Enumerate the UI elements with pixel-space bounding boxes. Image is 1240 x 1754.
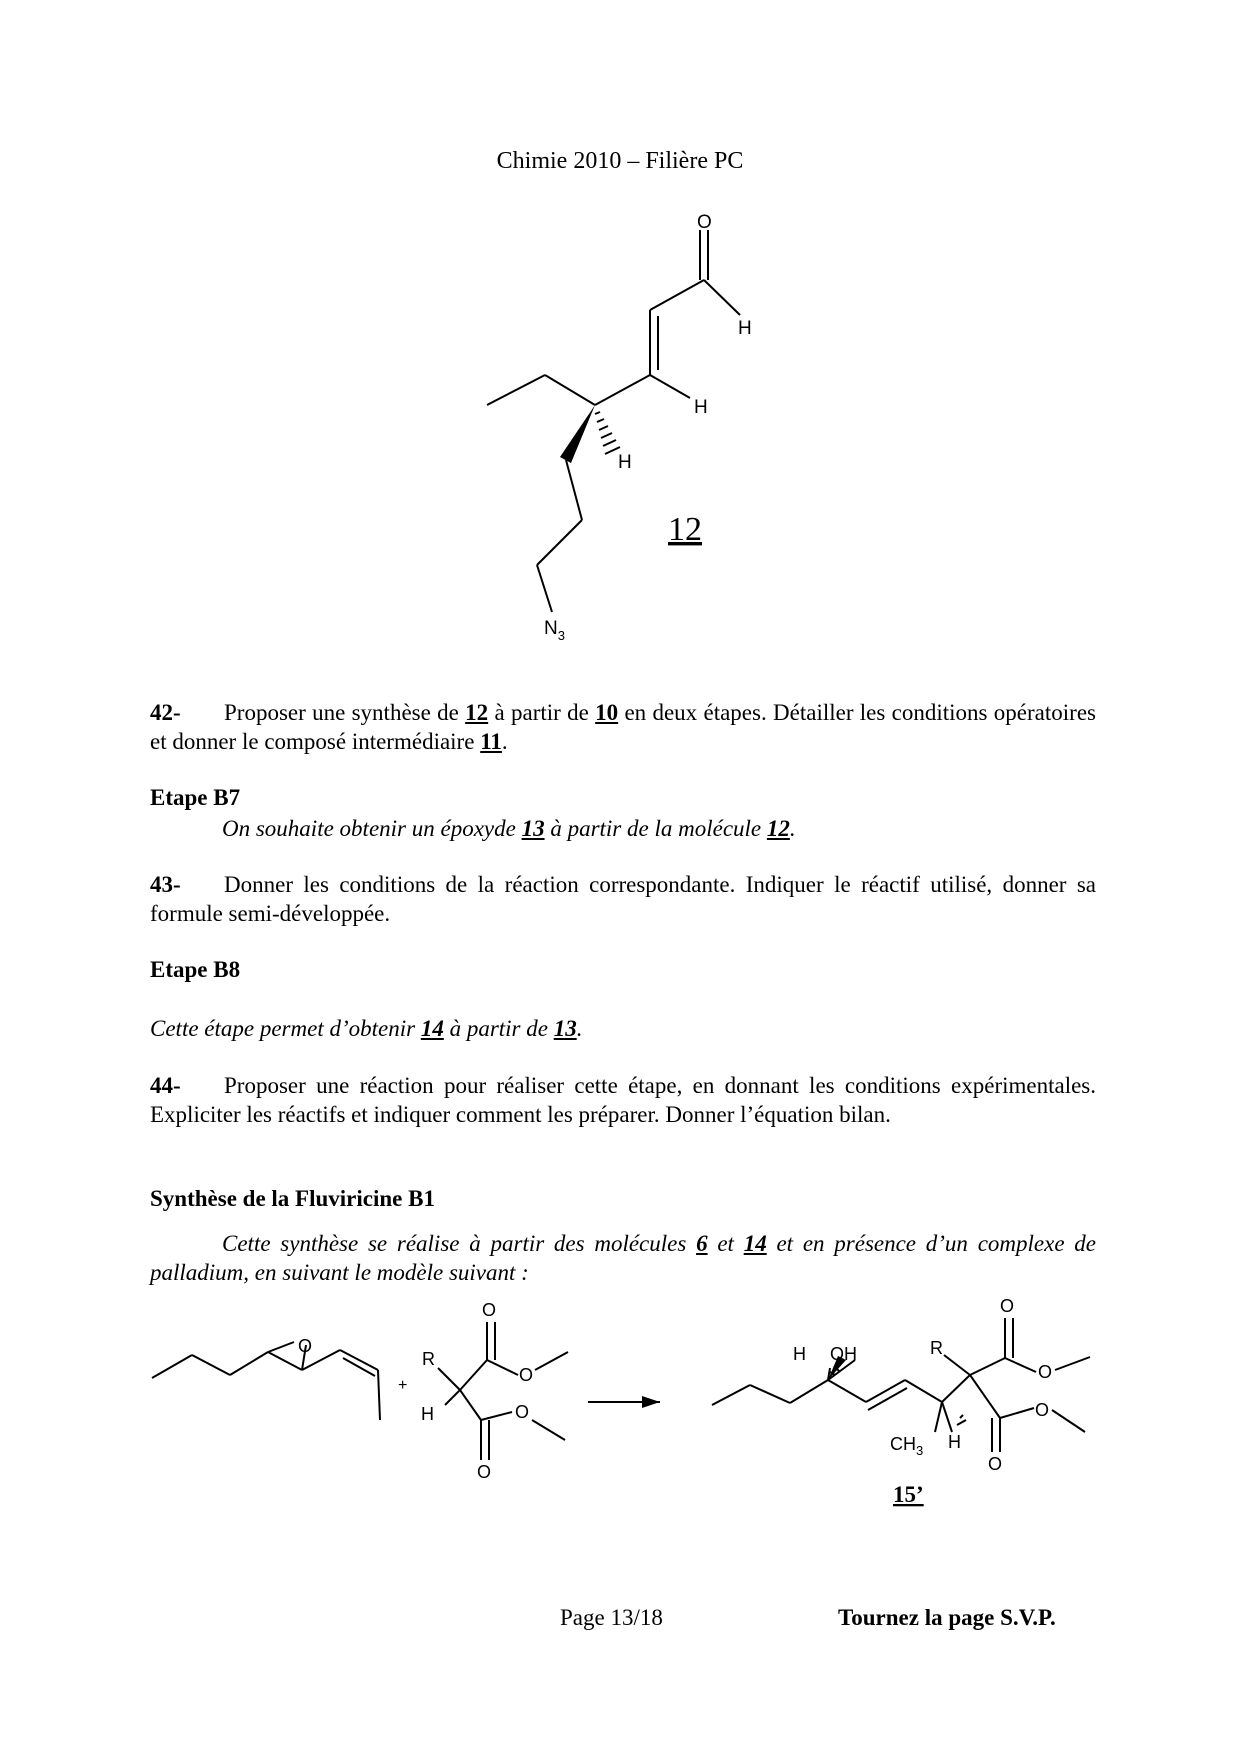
question-42: 42- Proposer une synthèse de 12 à partir de 10 en deux étapes. Détailler les conditions opératoires et donner le composé intermédiaire 11. — [150, 700, 1096, 754]
compound-ref: 10 — [595, 700, 619, 725]
compound-ref: 14 — [420, 1016, 444, 1041]
product-h1: H — [793, 1344, 806, 1364]
compound-ref: 14 — [743, 1231, 767, 1256]
product-o3: O — [1035, 1400, 1050, 1420]
question-44: 44- Proposer une réaction pour réaliser cette étape, en donnant les conditions expérimentales. Expliciter les réactifs et indiquer comment les préparer. Donner l’équation bilan. — [150, 1073, 1096, 1127]
product-oh: OH — [830, 1344, 857, 1364]
synthese-text: Cette synthèse se réalise à partir des molécules 6 et 14 et en présence d’un complexe de palladium, en suivant le modèle suivant : — [150, 1231, 1096, 1285]
question-number: 42- — [150, 700, 181, 725]
page-number: Page 13/18 — [560, 1605, 663, 1630]
malonate-r: R — [422, 1349, 435, 1369]
product-o2: O — [1038, 1362, 1053, 1382]
atom-h-aldehyde: H — [738, 318, 752, 339]
compound-ref: 13 — [521, 816, 545, 841]
malonate-o1: O — [482, 1300, 497, 1320]
atom-h-stereocenter: H — [618, 452, 632, 473]
compound-ref: 12 — [465, 700, 489, 725]
compound-ref: 13 — [553, 1016, 577, 1041]
atom-azide: $N_3$ — [544, 618, 565, 643]
etape-b7-text: On souhaite obtenir un époxyde 13 à partir de la molécule 12. — [222, 816, 796, 841]
product-o4: O — [988, 1454, 1003, 1474]
section-heading-etape-b7: Etape B7 — [150, 785, 241, 810]
product-r: R — [930, 1338, 943, 1358]
malonate-o4: O — [477, 1462, 492, 1482]
section-heading-synthese: Synthèse de la Fluviricine B1 — [150, 1186, 435, 1211]
molecule-12-structure — [0, 0, 1240, 680]
plus-sign: + — [398, 1377, 408, 1394]
compound-ref: 12 — [766, 816, 790, 841]
compound-ref: 6 — [696, 1231, 708, 1256]
malonate-o2: O — [519, 1365, 534, 1385]
malonate-o3: O — [515, 1402, 530, 1422]
compound-label-12: 12 — [668, 511, 702, 548]
question-number: 44- — [150, 1073, 181, 1098]
page-header: Chimie 2010 – Filière PC — [496, 148, 744, 174]
atom-o-carbonyl: O — [697, 212, 712, 233]
malonate-h: H — [421, 1404, 434, 1424]
reaction-scheme — [0, 1290, 1240, 1520]
turn-page-note: Tournez la page S.V.P. — [838, 1605, 1056, 1630]
compound-label-15prime: 15’ — [893, 1482, 924, 1507]
question-43: 43- Donner les conditions de la réaction correspondante. Indiquer le réactif utilisé, donner sa formule semi-développée. — [150, 872, 1096, 926]
product-h2: H — [948, 1432, 961, 1452]
atom-h-vinyl: H — [694, 397, 708, 418]
compound-ref: 11 — [480, 729, 502, 754]
section-heading-etape-b8: Etape B8 — [150, 957, 241, 982]
epoxide-oxygen: O — [298, 1336, 313, 1356]
etape-b8-text: Cette étape permet d’obtenir 14 à partir de 13. — [150, 1016, 583, 1041]
question-number: 43- — [150, 872, 181, 897]
product-methyl: $CH_3$ — [890, 1434, 924, 1458]
product-o1: O — [1000, 1296, 1015, 1316]
